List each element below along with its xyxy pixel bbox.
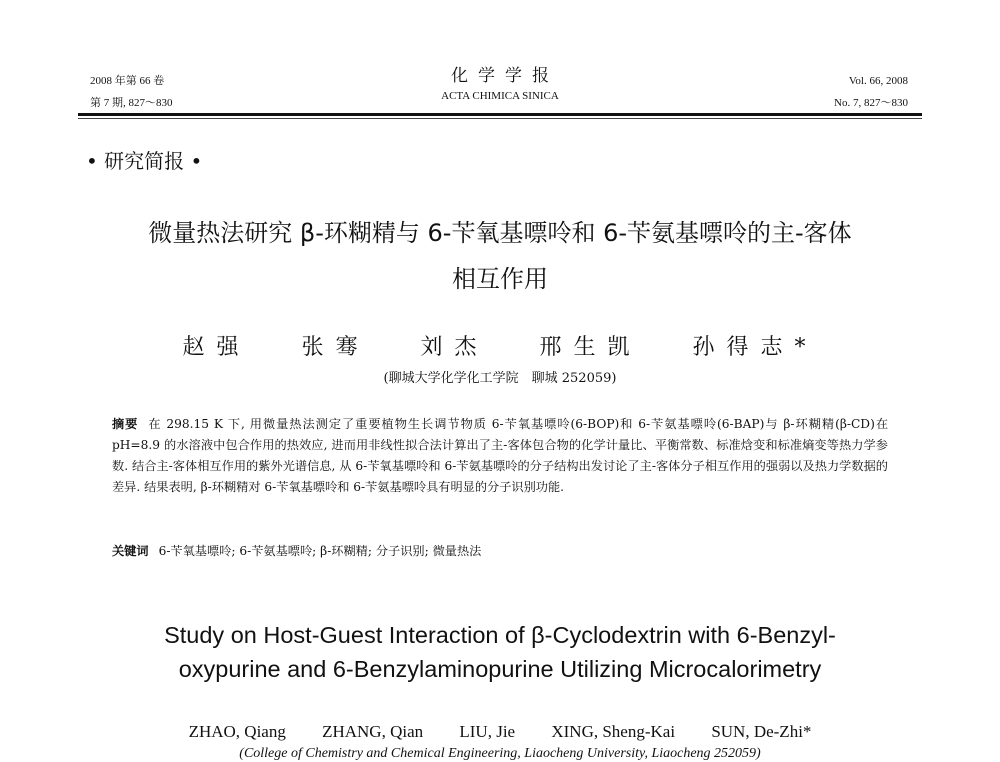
- journal-name-en: ACTA CHIMICA SINICA: [441, 90, 559, 102]
- author-en: SUN, De-Zhi*: [711, 722, 812, 741]
- abstract-text: 在 298.15 K 下, 用微量热法测定了重要植物生长调节物质 6-苄氧基嘌呤(6-BOP)和 6-苄氨基嘌呤(6-BAP)与 β-环糊精(β-CD)在 pH=8.9 的水溶液中包合作用的热效应, 进而用非线性拟合法计算出了主-客体包合物的化学计量比、平衡常数、标准焓变和标准熵变等热力学参数. 结合主-客体相互作用的紫外光谱信息, 从 6-苄氧基嘌呤和 6-苄氨基嘌呤的分子结构出发讨论了主-客体分子相互作用的强弱以及热力学数据的差异. 结果表明, β-环糊精对 6-苄氧基嘌呤和 6-苄氨基嘌呤具有明显的分子识别功能.: [112, 417, 889, 494]
- abstract-cn: [112, 414, 888, 498]
- affiliation-en: (College of Chemistry and Chemical Engineering, Liaocheng University, Liaocheng 252059): [239, 746, 761, 761]
- year-volume: 2008 年第 66 卷: [90, 75, 165, 87]
- header-rule-thick: [78, 113, 922, 116]
- author-en: LIU, Jie: [459, 722, 516, 741]
- author-cn: 孙得志*: [692, 335, 818, 360]
- section-tag: • 研究简报 •: [86, 149, 203, 173]
- title-cn-line2: 相互作用: [452, 265, 548, 293]
- volume-year: Vol. 66, 2008: [848, 75, 908, 87]
- running-header-right: [834, 70, 908, 114]
- author-cn: 赵强: [182, 335, 251, 360]
- title-en: [100, 618, 900, 686]
- authors-cn: [0, 330, 1000, 361]
- number-pages: No. 7, 827～830: [834, 97, 908, 109]
- author-cn: 刘杰: [420, 335, 489, 360]
- affiliation-cn: (聊城大学化学化工学院 聊城 252059): [383, 371, 617, 386]
- title-cn-line1: 微量热法研究 β-环糊精与 6-苄氧基嘌呤和 6-苄氨基嘌呤的主-客体: [148, 219, 852, 247]
- author-en: ZHAO, Qiang: [188, 722, 286, 741]
- keywords-text: 6-苄氧基嘌呤; 6-苄氨基嘌呤; β-环糊精; 分子识别; 微量热法: [158, 544, 482, 558]
- title-cn: [100, 210, 900, 302]
- authors-en: [0, 722, 1000, 742]
- keywords-label: 关键词: [112, 544, 149, 558]
- issue-pages: 第 7 期, 827～830: [90, 97, 173, 109]
- keywords-cn: [112, 541, 888, 562]
- author-cn: 张骞: [301, 335, 370, 360]
- journal-name-cn: 化学学报: [451, 66, 559, 86]
- author-en: ZHANG, Qian: [322, 722, 424, 741]
- abstract-label: 摘要: [112, 417, 139, 431]
- title-en-line2: oxypurine and 6-Benzylaminopurine Utilizing Microcalorimetry: [178, 656, 822, 682]
- title-en-line1: Study on Host-Guest Interaction of β-Cyclodextrin with 6-Benzyl-: [164, 622, 836, 648]
- header-rule-thin: [78, 118, 922, 119]
- author-cn: 邢生凯: [539, 335, 642, 360]
- author-en: XING, Sheng-Kai: [551, 722, 676, 741]
